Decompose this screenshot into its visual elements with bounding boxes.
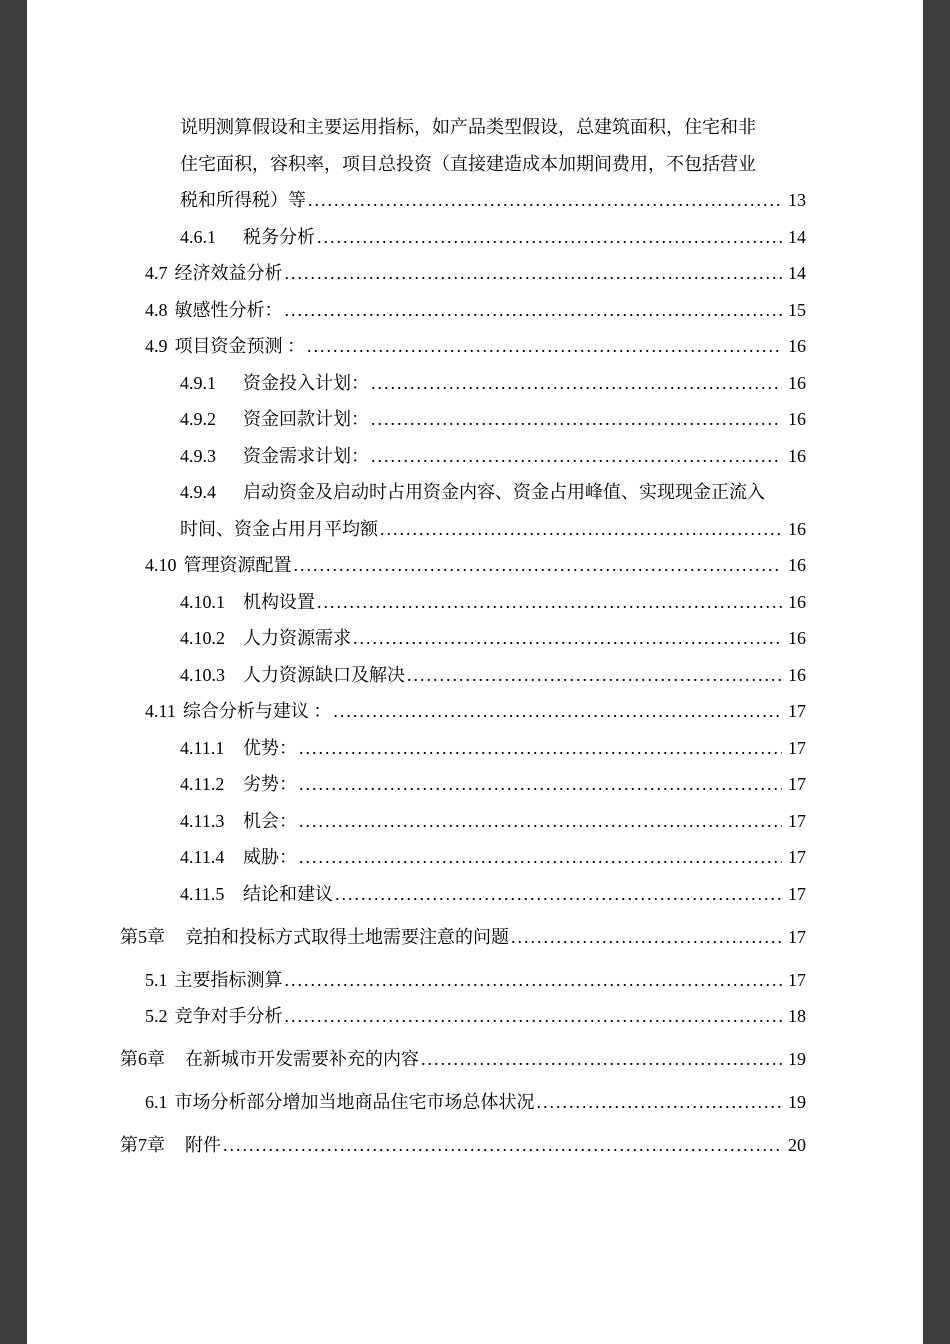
toc-page-number: 17	[788, 810, 806, 831]
toc-entry-title: 资金投入计划：	[243, 372, 369, 393]
toc-page-number: 20	[788, 1135, 806, 1155]
toc-entry-number: 4.8	[145, 299, 168, 320]
toc-entry-title: 市场分析部分增加当地商品住宅市场总体状况	[174, 1092, 535, 1112]
viewer-background-left	[0, 0, 27, 1344]
toc-leader-dots	[294, 554, 783, 577]
toc-entry-text: 启动资金及启动时占用资金内容、资金占用峰值、实现现金正流入	[243, 482, 765, 502]
toc-entry[interactable]	[120, 408, 806, 431]
toc-entry-title: 项目资金预测 ：	[174, 336, 305, 356]
toc-leader-dots	[317, 226, 782, 249]
toc-leader-dots	[299, 810, 782, 833]
toc-entry-number: 4.6.1	[180, 226, 216, 247]
toc-chapter-entry[interactable]	[120, 1134, 806, 1157]
toc-entry-title: 资金需求计划：	[243, 445, 369, 466]
toc-page-number: 16	[788, 518, 806, 539]
toc-page-number: 16	[788, 591, 806, 612]
toc-page-number: 17	[788, 926, 806, 947]
toc-page-number: 17	[788, 883, 806, 904]
toc-entry[interactable]	[120, 372, 806, 395]
toc-entry[interactable]	[120, 299, 806, 322]
toc-entry[interactable]	[120, 1091, 806, 1114]
toc-entry-number: 第5章	[120, 926, 165, 947]
toc-entry-number: 4.11.5	[180, 883, 225, 904]
toc-entry-title: 管理资源配置	[183, 555, 292, 575]
toc-entry-title: 竞争对手分析	[174, 1006, 283, 1026]
toc-entry-title: 经济效益分析	[174, 263, 283, 283]
toc-page-number: 13	[788, 190, 806, 210]
toc-entry-text: 住宅面积，容积率，项目总投资（直接建造成本加期间费用，不包括营业	[180, 153, 756, 174]
toc-entry-number: 4.11.3	[180, 810, 225, 831]
toc-page-number: 17	[788, 737, 806, 758]
toc-page-number: 14	[788, 226, 806, 247]
toc-entry-title: 机会：	[243, 810, 297, 831]
toc-entry-title: 税和所得税）等	[180, 190, 306, 210]
toc-entry[interactable]	[120, 737, 806, 760]
toc-entry-wrapped-line	[180, 481, 806, 504]
toc-page-number: 16	[788, 372, 806, 393]
toc-entry-text: 说明测算假设和主要运用指标，如产品类型假设，总建筑面积，住宅和非	[180, 117, 756, 137]
toc-leader-dots	[285, 262, 783, 285]
toc-leader-dots	[537, 1091, 783, 1114]
toc-page-number: 16	[788, 555, 806, 575]
toc-page-number: 19	[788, 1092, 806, 1112]
toc-entry-title: 竞拍和投标方式取得土地需要注意的问题	[185, 926, 509, 947]
toc-entry-title: 威胁：	[243, 847, 297, 867]
document-page	[27, 0, 923, 1344]
toc-leader-dots	[371, 372, 782, 395]
toc-leader-dots	[371, 445, 782, 468]
toc-entry[interactable]	[120, 846, 806, 869]
toc-leader-dots	[299, 846, 782, 869]
toc-leader-dots	[421, 1048, 782, 1071]
toc-entry-number: 4.10.3	[180, 664, 225, 685]
toc-leader-dots	[223, 1134, 782, 1157]
toc-entry[interactable]	[120, 481, 806, 541]
toc-leader-dots	[317, 591, 782, 614]
toc-entry-number: 6.1	[145, 1092, 168, 1112]
toc-entry[interactable]	[120, 700, 806, 723]
toc-entry-title: 劣势：	[243, 774, 297, 794]
toc-entry-number: 第7章	[120, 1135, 165, 1155]
toc-entry-title: 综合分析与建议 ：	[182, 701, 332, 721]
toc-page-number: 17	[788, 701, 806, 721]
toc-entry-title: 时间、资金占用月平均额	[180, 518, 378, 539]
table-of-contents	[27, 0, 923, 1157]
toc-entry-title: 资金回款计划：	[243, 409, 369, 429]
toc-entry-number: 4.11.1	[180, 737, 225, 758]
toc-page-number: 16	[788, 664, 806, 685]
toc-entry-number: 4.9.4	[180, 482, 216, 502]
toc-entry[interactable]	[120, 262, 806, 285]
toc-entry-title: 机构设置	[243, 591, 315, 612]
toc-page-number: 19	[788, 1049, 806, 1069]
toc-entry-number: 4.10.1	[180, 591, 225, 612]
toc-entry[interactable]	[120, 627, 806, 650]
toc-leader-dots	[380, 518, 782, 541]
toc-entry[interactable]	[120, 116, 806, 212]
toc-page-number: 16	[788, 336, 806, 356]
toc-leader-dots	[407, 664, 782, 687]
toc-entry-number: 5.1	[145, 969, 168, 990]
toc-page-number: 17	[788, 969, 806, 990]
toc-entry[interactable]	[120, 1005, 806, 1028]
toc-entry-title: 主要指标测算	[174, 969, 283, 990]
toc-chapter-entry[interactable]	[120, 1048, 806, 1071]
toc-entry-number: 4.10.2	[180, 628, 225, 648]
toc-entry[interactable]	[120, 810, 806, 833]
toc-page-number: 17	[788, 774, 806, 794]
toc-page-number: 14	[788, 263, 806, 283]
toc-leader-dots	[371, 408, 782, 431]
toc-leader-dots	[285, 299, 783, 322]
toc-entry-number: 5.2	[145, 1006, 168, 1026]
toc-entry[interactable]	[120, 335, 806, 358]
toc-entry-number: 4.11	[145, 701, 176, 721]
toc-leader-dots	[335, 883, 782, 906]
toc-leader-dots	[308, 189, 782, 212]
toc-page-number: 16	[788, 409, 806, 429]
toc-leader-dots	[285, 969, 783, 992]
toc-entry-last-line	[180, 189, 806, 212]
toc-entry-number: 4.9.2	[180, 409, 216, 429]
toc-entry-title: 优势：	[243, 737, 297, 758]
toc-entry[interactable]	[120, 226, 806, 249]
toc-leader-dots	[299, 773, 782, 796]
toc-leader-dots	[307, 335, 782, 358]
toc-leader-dots	[285, 1005, 783, 1028]
toc-entry[interactable]	[120, 664, 806, 687]
toc-leader-dots	[511, 926, 782, 949]
toc-entry[interactable]	[120, 883, 806, 906]
toc-leader-dots	[299, 737, 782, 760]
toc-page-number: 18	[788, 1006, 806, 1026]
toc-page-number: 16	[788, 445, 806, 466]
toc-entry-title: 在新城市开发需要补充的内容	[185, 1049, 419, 1069]
toc-entry[interactable]	[120, 554, 806, 577]
toc-entry-title: 结论和建议	[243, 883, 333, 904]
toc-entry-wrapped-line	[180, 116, 806, 139]
toc-chapter-entry[interactable]	[120, 926, 806, 949]
toc-page-number: 15	[788, 299, 806, 320]
toc-entry[interactable]	[120, 591, 806, 614]
toc-entry[interactable]	[120, 445, 806, 468]
toc-entry-number: 4.11.4	[180, 847, 225, 867]
toc-entry-number: 4.11.2	[180, 774, 225, 794]
toc-entry-last-line	[180, 518, 806, 541]
toc-entry-title: 敏感性分析：	[174, 299, 283, 320]
toc-entry-number: 4.7	[145, 263, 168, 283]
toc-entry-title: 人力资源需求	[243, 628, 351, 648]
toc-leader-dots	[333, 700, 782, 723]
viewer-background-right	[923, 0, 950, 1344]
toc-entry-number: 第6章	[120, 1049, 165, 1069]
toc-leader-dots	[353, 627, 782, 650]
toc-page-number: 16	[788, 628, 806, 648]
toc-entry-wrapped-line	[180, 153, 806, 176]
toc-page-number: 17	[788, 847, 806, 867]
toc-entry-number: 4.9.3	[180, 445, 216, 466]
toc-entry-title: 税务分析	[243, 226, 315, 247]
toc-entry-number: 4.10	[145, 555, 177, 575]
toc-entry-number: 4.9	[145, 336, 168, 356]
toc-entry[interactable]	[120, 773, 806, 796]
toc-entry-title: 人力资源缺口及解决	[243, 664, 405, 685]
toc-entry[interactable]	[120, 969, 806, 992]
toc-entry-title: 附件	[185, 1135, 221, 1155]
toc-entry-number: 4.9.1	[180, 372, 216, 393]
